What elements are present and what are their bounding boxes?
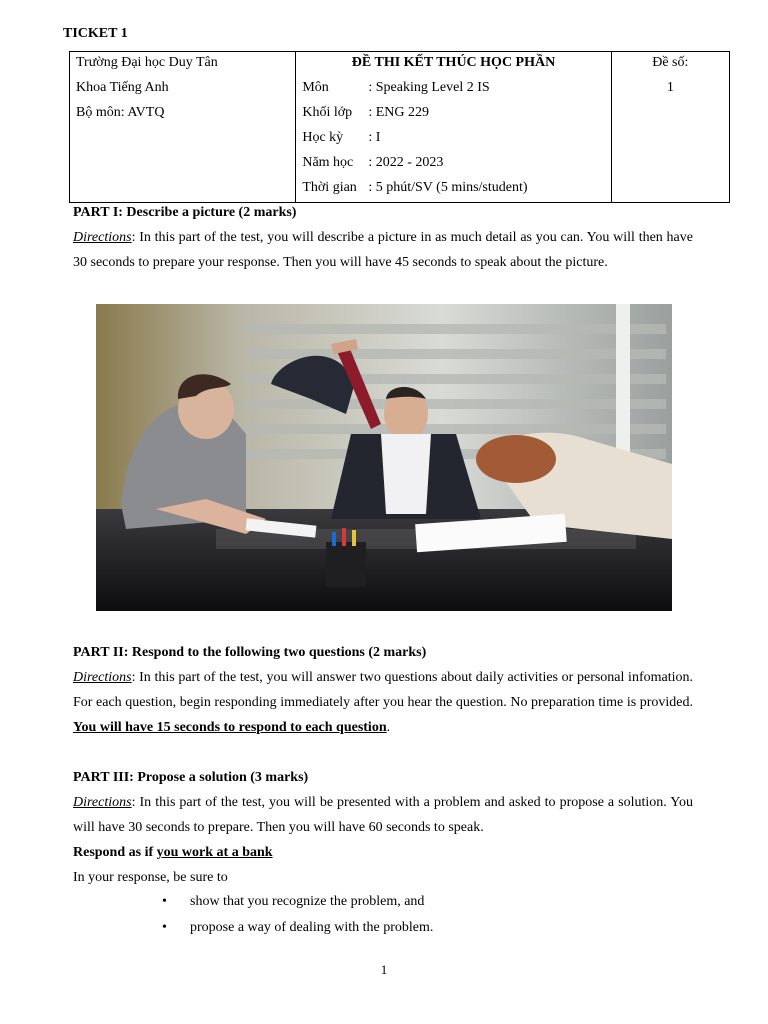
- list-item: [162, 915, 682, 941]
- part3-heading: PART III: Propose a solution (3 marks): [73, 770, 309, 785]
- part2-heading: PART II: Respond to the following two questions (2 marks): [73, 645, 427, 660]
- response-time-emphasis: You will have 15 seconds to respond to each question: [73, 720, 387, 735]
- part3-section: [73, 765, 693, 890]
- directions-text: : In this part of the test, you will answer two questions about daily activities or personal infomation. For each question, begin responding immediately after you hear the question. No preparation time is provided.: [73, 670, 693, 710]
- bullet-text: show that you recognize the problem, and: [190, 894, 425, 909]
- info-label: Khối lớp: [302, 105, 353, 120]
- exam-header-table: [69, 51, 730, 203]
- list-item: [162, 889, 682, 915]
- directions-text: : In this part of the test, you will be presented with a problem and asked to propose a solution. You will have 30 seconds to prepare. Then you will have 60 seconds to speak.: [73, 795, 693, 835]
- info-row-subject: [296, 77, 610, 102]
- department-name: Bộ môn: AVTQ: [76, 105, 165, 120]
- part3-directions: [73, 790, 693, 840]
- response-bullet-list: [162, 889, 682, 941]
- info-label: Học kỳ: [302, 130, 344, 145]
- info-value: : I: [368, 130, 381, 145]
- info-label: Môn: [302, 80, 329, 95]
- info-value: : ENG 229: [368, 105, 430, 120]
- exam-info-cell: [296, 52, 611, 203]
- exam-title: ĐỀ THI KẾT THÚC HỌC PHẦN: [351, 55, 556, 70]
- part1-section: [73, 200, 693, 275]
- directions-label: Directions: [73, 230, 132, 245]
- exam-number: 1: [666, 80, 674, 95]
- school-cell: [70, 52, 296, 203]
- exam-number-label: Đề số:: [652, 55, 689, 70]
- info-label: Năm học: [302, 155, 354, 170]
- info-row-year: [296, 152, 610, 177]
- stressed-office-workers-image: [96, 304, 672, 611]
- info-row-semester: [296, 127, 610, 152]
- respond-role: you work at a bank: [156, 845, 273, 860]
- school-name: Trường Đại học Duy Tân: [76, 55, 218, 70]
- part1-heading: PART I: Describe a picture (2 marks): [73, 205, 297, 220]
- part1-directions: [73, 225, 693, 275]
- part2-section: [73, 640, 693, 740]
- respond-as-line: [73, 840, 693, 865]
- directions-text: : In this part of the test, you will describe a picture in as much detail as you can. You will then have 30 seconds to prepare your response. Then you will have 45 seconds to speak about the picture.: [73, 230, 693, 270]
- office-photo: [96, 304, 672, 611]
- response-intro: In your response, be sure to: [73, 870, 228, 885]
- ticket-label: TICKET 1: [63, 26, 128, 41]
- bullet-text: propose a way of dealing with the problem.: [190, 920, 434, 935]
- part2-directions: [73, 665, 693, 740]
- bullet-icon: •: [162, 894, 167, 909]
- info-value: : 5 phút/SV (5 mins/student): [368, 180, 528, 195]
- directions-label: Directions: [73, 795, 132, 810]
- info-row-time: [296, 177, 610, 202]
- info-row-class: [296, 102, 610, 127]
- info-value: : Speaking Level 2 IS: [368, 80, 490, 95]
- info-label: Thời gian: [302, 180, 357, 195]
- faculty-name: Khoa Tiếng Anh: [76, 80, 169, 95]
- sentence-end: .: [386, 720, 391, 735]
- directions-label: Directions: [73, 670, 132, 685]
- bullet-icon: •: [162, 920, 167, 935]
- page-number: 1: [380, 962, 388, 977]
- respond-prefix: Respond as if: [73, 845, 157, 860]
- info-value: : 2022 - 2023: [368, 155, 444, 170]
- exam-number-cell: [611, 52, 729, 203]
